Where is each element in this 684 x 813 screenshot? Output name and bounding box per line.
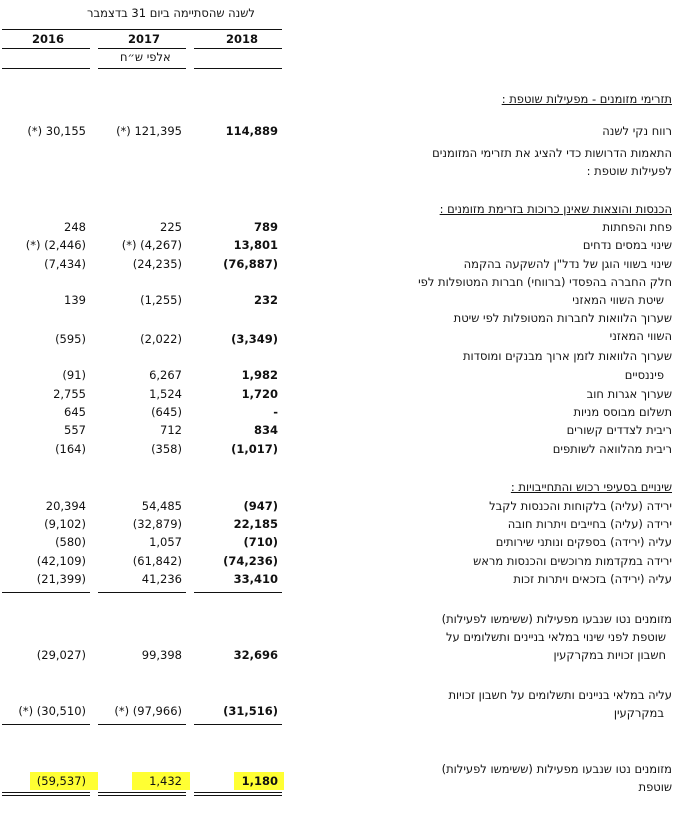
non-cash-row-2016: (595) [55,332,86,346]
non-cash-row-2016: 645 [64,405,86,419]
final-rule-2018-a [194,792,282,793]
non-cash-row-label: שערוך הלוואות לזמן ארוך מבנקים ומוסדות [462,349,672,363]
changes-row-label: ירידה במקדמות מרוכשים והכנסות מראש [473,554,672,568]
before-buildings-label-3: חשבון זכויות במקרקעין [553,648,666,662]
non-cash-row-2018: 232 [253,293,278,307]
year-rule-2017 [98,48,186,49]
changes-row-2017: 1,057 [149,535,182,549]
non-cash-row-2016: (91) [62,368,86,382]
changes-row-label: ירידה (עליה) בחייבים ויתרות חובה [507,517,672,531]
non-cash-row-label: תשלום מבוסס מניות [573,405,672,419]
header-rule [2,29,282,30]
net-cash-label-2: שוטפת [638,780,672,794]
before-buildings-2016: (29,027) [36,648,86,662]
final-rule-2016-b [2,795,90,796]
non-cash-row-2018: 789 [253,220,278,234]
before-buildings-label-1: מזומנים נטו שנבעו מפעילות (ששימשו לפעילות) [441,612,672,626]
changes-row-2017: (61,842) [132,554,182,568]
non-cash-row-2016: 139 [64,293,86,307]
non-cash-row-2017: 712 [160,423,182,437]
non-cash-row-label: שינוי בשווי הוגן של נדל"ן להשקעה בהקמה [463,257,672,271]
changes-row-label: ירידה (עליה) בלקוחות והכנסות לקבל [489,499,672,513]
before-buildings-2018: 32,696 [233,648,278,662]
non-cash-row-2016: 248 [64,220,86,234]
non-cash-row-label: שערוך הלוואות לחברות המטופלות לפי שיטת [453,311,672,325]
non-cash-row-label-cont: פיננסיים [624,368,664,382]
buildings-inventory-label-1: עליה במלאי בניינים ותשלומים על חשבון זכויות [448,688,672,702]
buildings-inventory-2016: (*) (30,510) [18,704,86,718]
non-cash-row-2018: 1,982 [241,368,278,382]
non-cash-row-2016: 557 [64,423,86,437]
non-cash-row-2017: (1,255) [140,293,182,307]
changes-row-2018: 33,410 [233,572,278,586]
buildings-inventory-2017: (*) (97,966) [114,704,182,718]
unit-label: אלפי ש״ח [120,50,171,64]
non-cash-title: הכנסות והוצאות שאינן כרוכות בזרימת מזומנים : [439,202,672,216]
changes-row-2016: (580) [55,535,86,549]
non-cash-row-2017: (2,022) [140,332,182,346]
changes-row-2016: 20,394 [45,499,86,513]
non-cash-row-2017: (*) (4,267) [121,238,182,252]
buildings-inventory-2018: (31,516) [223,704,278,718]
non-cash-row-label: ריבית מהלוואה לשותפים [552,442,672,456]
changes-title: שינויים בסעיפי רכוש והתחייבויות : [510,480,672,494]
non-cash-row-2018: (3,349) [231,332,278,346]
net-profit-label: רווח נקי לשנה [602,124,672,138]
non-cash-row-2017: 225 [160,220,182,234]
changes-row-2018: 22,185 [233,517,278,531]
adjustments-intro-1: התאמות הדרושות כדי להציג את תזרימי המזומנים [432,146,672,160]
non-cash-row-2016: (164) [55,442,86,456]
subtotal-rule-2017 [98,592,186,593]
subtotal-rule-2018 [194,592,282,593]
changes-row-label: עליה (ירידה) בזכאים ויתרות זכות [513,572,672,586]
changes-row-2016: (9,102) [44,517,86,531]
final-rule-2017-b [98,795,186,796]
section-title: תזרימי מזומנים - מפעילות שוטפת : [501,92,672,106]
period-header: לשנה שהסתיימה ביום 31 בדצמבר [87,6,255,20]
changes-row-2018: (947) [243,499,278,513]
non-cash-row-2017: (645) [151,405,182,419]
non-cash-row-2016: (7,434) [44,257,86,271]
unit-rule-2017 [98,68,186,69]
non-cash-row-2018: 834 [253,423,278,437]
net-cash-2018: 1,180 [241,774,278,788]
non-cash-row-2018: - [273,405,278,419]
net-cash-label-1: מזומנים נטו שנבעו מפעילות (ששימשו לפעילות) [441,762,672,776]
net-profit-2018: 114,889 [225,124,278,138]
adjustments-intro-2: לפעילות שוטפת : [586,164,672,178]
year-rule-2016 [2,48,90,49]
final-rule-2017-a [98,792,186,793]
changes-row-2017: 54,485 [141,499,182,513]
non-cash-row-label: פחת והפחתות [602,220,672,234]
final-rule-2018-b [194,795,282,796]
total-rule-2017 [98,724,186,725]
year-2017: 2017 [128,32,161,46]
non-cash-row-label: שערוך אגרות חוב [586,387,672,401]
changes-row-2016: (42,109) [36,554,86,568]
before-buildings-2017: 99,398 [141,648,182,662]
final-rule-2016-a [2,792,90,793]
non-cash-row-2016: (*) (2,446) [25,238,86,252]
total-rule-2016 [2,724,90,725]
changes-row-2017: 41,236 [141,572,182,586]
year-rule-2018 [194,48,282,49]
non-cash-row-2017: 1,524 [149,387,182,401]
changes-row-label: עליה (ירידה) בספקים ונותני שירותים [495,535,672,549]
non-cash-row-2018: 13,801 [233,238,278,252]
year-2018: 2018 [226,32,259,46]
changes-row-2016: (21,399) [36,572,86,586]
year-2016: 2016 [32,32,65,46]
non-cash-row-2018: 1,720 [241,387,278,401]
non-cash-row-label: חלק החברה בהפסדי (ברווחי) חברות המטופלות לפי [418,275,672,289]
net-cash-2016: (59,537) [36,774,86,788]
net-profit-2017: (*) 121,395 [116,124,182,138]
non-cash-row-label: שינוי במסים נדחים [582,238,672,252]
buildings-inventory-label-2: במקרקעין [613,706,664,720]
non-cash-row-2017: (24,235) [132,257,182,271]
non-cash-row-2018: (76,887) [223,257,278,271]
non-cash-row-2017: 6,267 [149,368,182,382]
non-cash-row-label-cont: שיטת השווי המאזני [572,293,664,307]
net-cash-2017: 1,432 [149,774,182,788]
net-profit-2016: (*) 30,155 [27,124,86,138]
non-cash-row-label-cont: השווי המאזני [609,329,672,343]
changes-row-2018: (710) [243,535,278,549]
non-cash-row-label: ריבית לצדדים קשורים [566,423,672,437]
before-buildings-label-2: שוטפת לפני שינוי במלאי בניינים ותשלומים על [445,630,666,644]
non-cash-row-2018: (1,017) [231,442,278,456]
unit-rule-2018 [194,68,282,69]
non-cash-row-2016: 2,755 [53,387,86,401]
non-cash-row-2017: (358) [151,442,182,456]
unit-rule-2016 [2,68,90,69]
changes-row-2018: (74,236) [223,554,278,568]
subtotal-rule-2016 [2,592,90,593]
changes-row-2017: (32,879) [132,517,182,531]
total-rule-2018 [194,724,282,725]
